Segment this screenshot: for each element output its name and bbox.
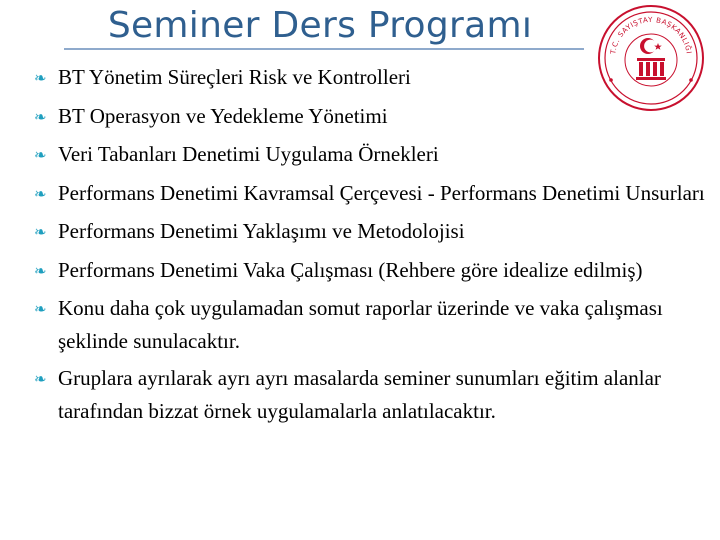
- bullet-item: [34, 139, 714, 172]
- bullet-list: [34, 62, 714, 432]
- bullet-item: [34, 62, 714, 95]
- bullet-item: [34, 178, 714, 211]
- bullet-text: Performans Denetimi Vaka Çalışması (Rehbere göre idealize edilmiş): [58, 257, 643, 282]
- bullet-text: Veri Tabanları Denetimi Uygulama Örnekleri: [58, 142, 439, 166]
- bullet-text: BT Operasyon ve Yedekleme Yönetimi: [58, 103, 388, 128]
- bullet-text: Performans Denetimi Yaklaşımı ve Metodolojisi: [58, 219, 465, 243]
- leaf-bullet-icon: ❧: [34, 302, 47, 318]
- leaf-bullet-icon: ❧: [34, 109, 47, 126]
- leaf-bullet-icon: ❧: [34, 225, 47, 241]
- bullet-item: [34, 216, 714, 249]
- bullet-text: BT Yönetim Süreçleri Risk ve Kontrolleri: [58, 65, 411, 89]
- bullet-item: [34, 255, 714, 288]
- bullet-text: Konu daha çok uygulamadan somut raporlar üzerinde ve vaka çalışması şeklinde sunulacaktır.: [58, 296, 663, 353]
- leaf-bullet-icon: ❧: [34, 71, 47, 87]
- bullet-text: Performans Denetimi Kavramsal Çerçevesi - Performans Denetimi Unsurları: [58, 180, 705, 205]
- seal-text: T.C. SAYIŞTAY BAŞKANLIĞI: [609, 15, 693, 55]
- leaf-bullet-icon: ❧: [34, 371, 47, 388]
- bullet-item: [34, 101, 714, 134]
- leaf-bullet-icon: ❧: [34, 148, 47, 164]
- leaf-bullet-icon: ❧: [34, 186, 47, 203]
- title-underline: [64, 48, 584, 50]
- slide-title: Seminer Ders Programı: [107, 5, 533, 46]
- bullet-item: [34, 363, 714, 427]
- bullet-text: Gruplara ayrılarak ayrı ayrı masalarda seminer sunumları eğitim alanlar tarafından bizzat örnek uygulamalarla anlatılacaktır.: [58, 365, 661, 423]
- bullet-item: [34, 293, 714, 357]
- leaf-bullet-icon: ❧: [34, 263, 47, 280]
